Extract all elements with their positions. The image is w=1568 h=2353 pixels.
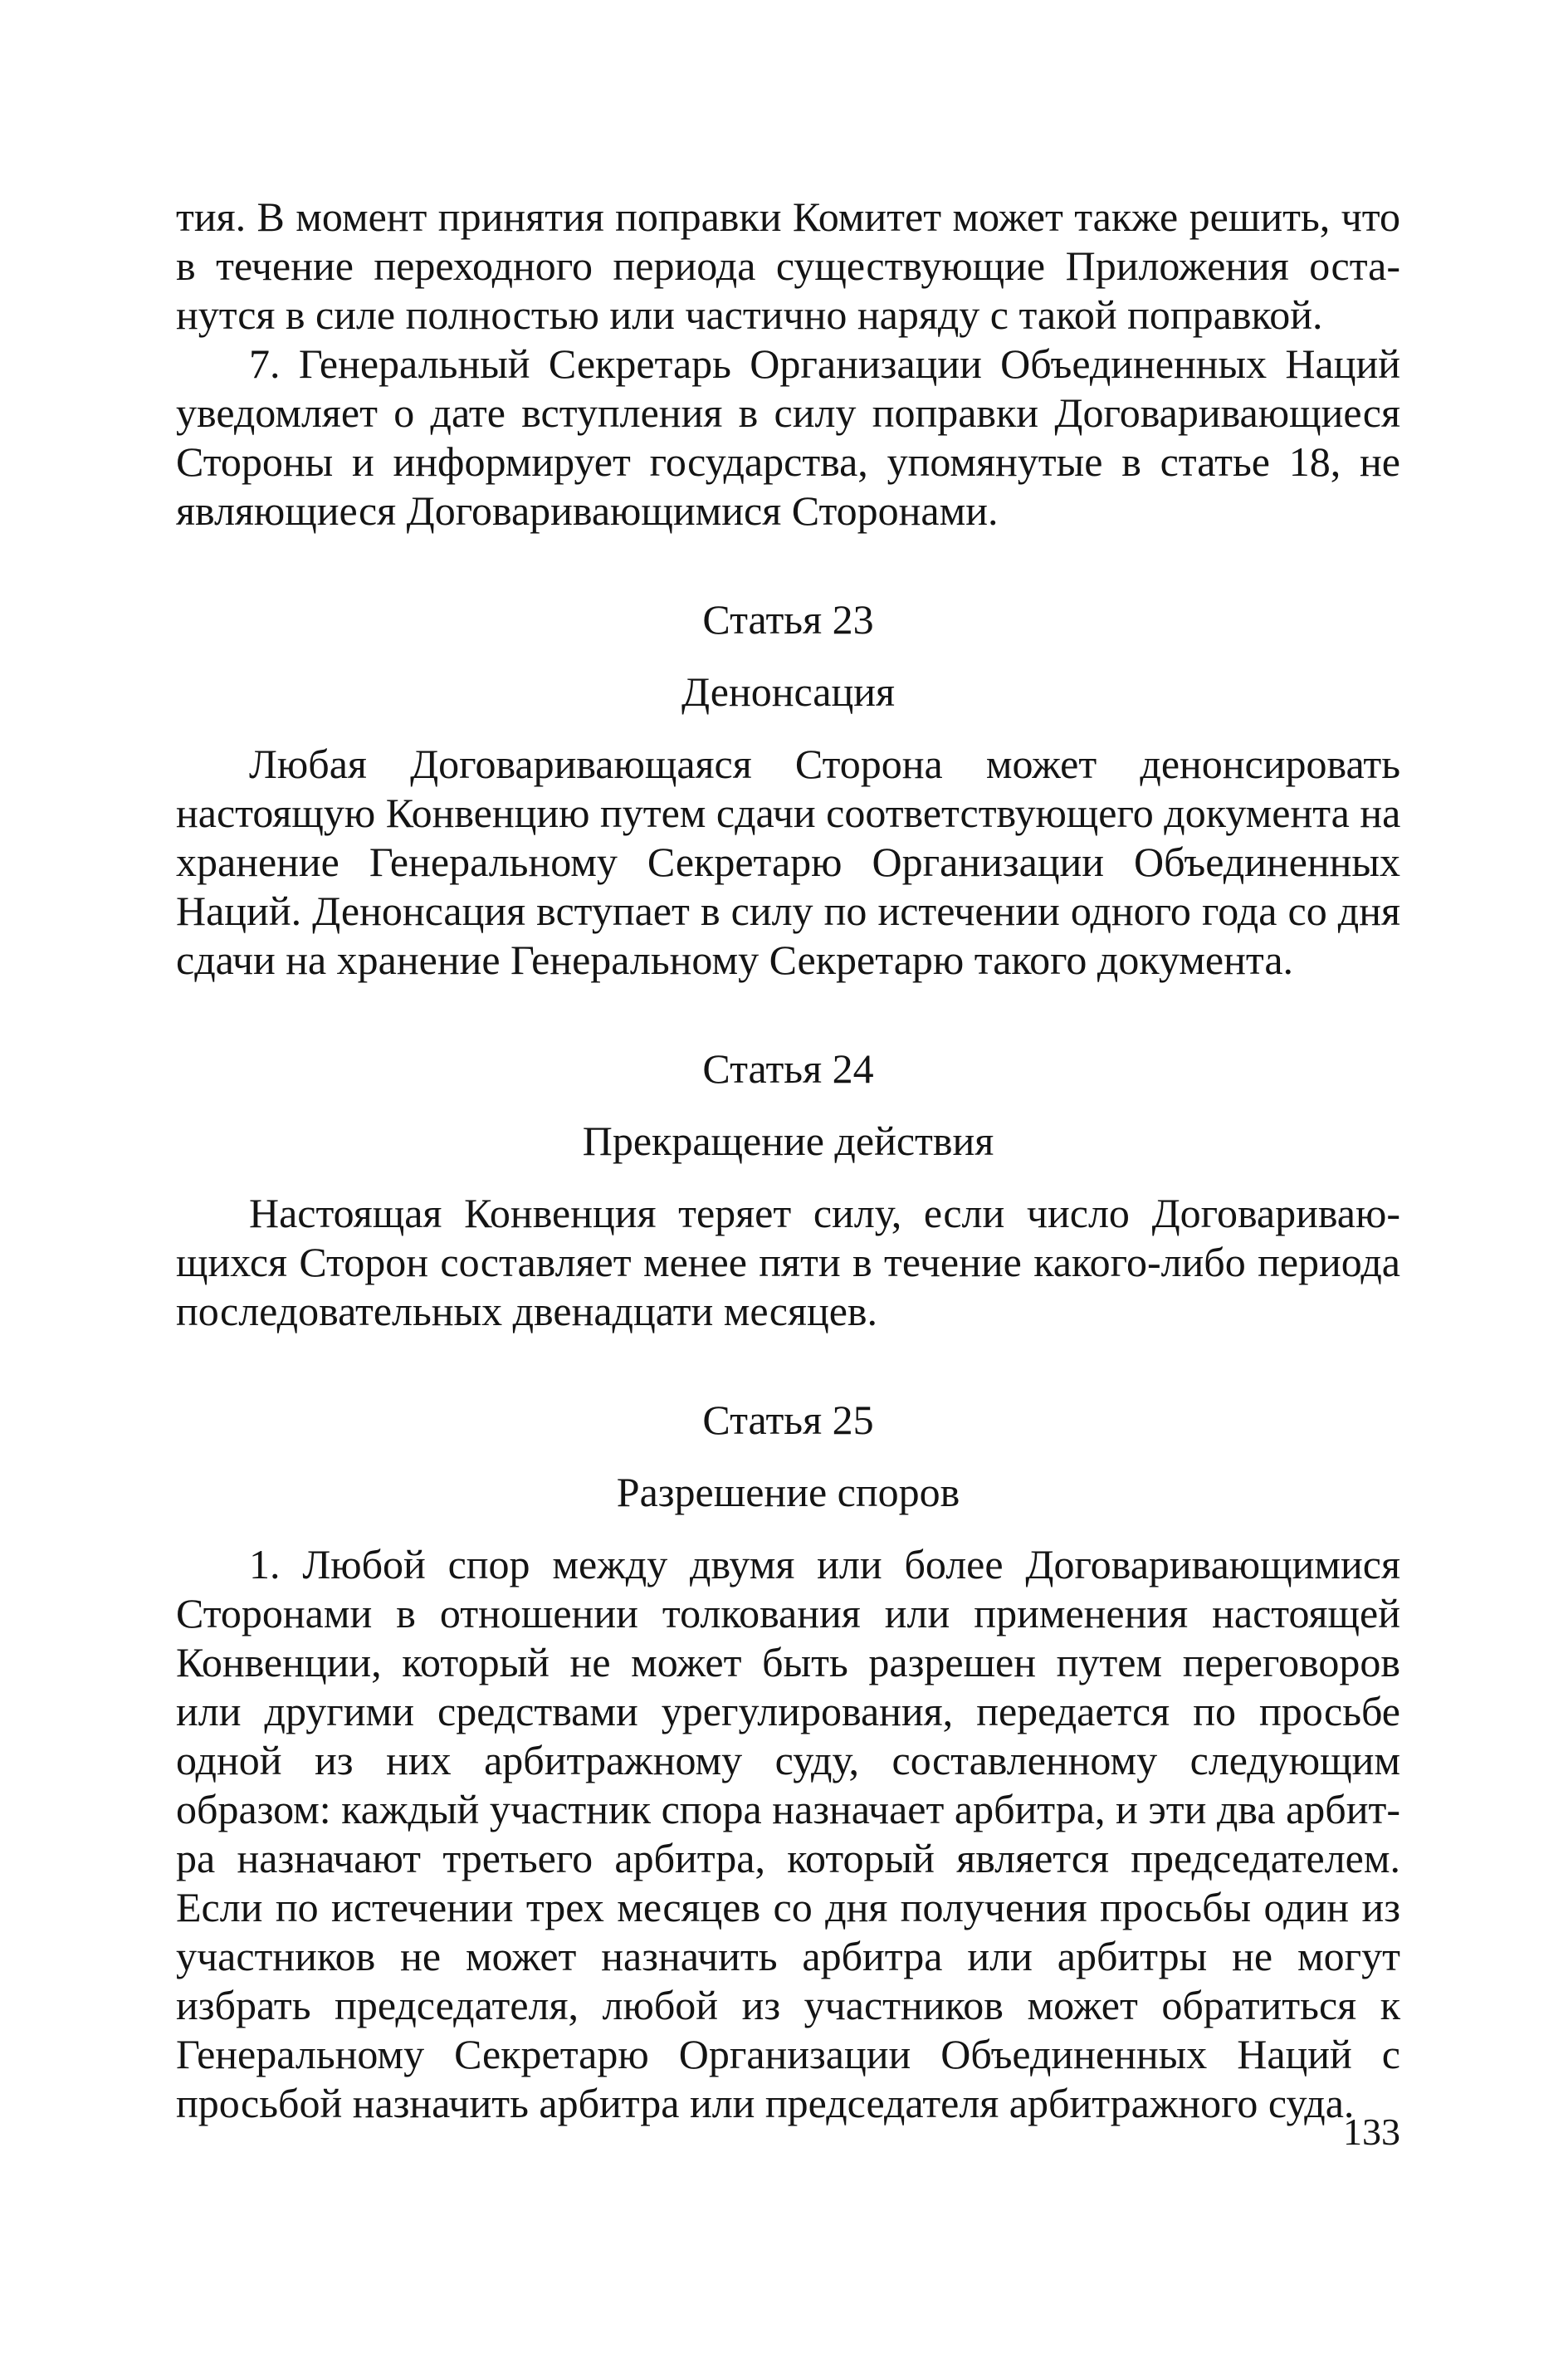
article-23-title: Денонсация	[681, 668, 895, 715]
text-line: сдачи на хранение Генеральному Секретарю такого документа.	[176, 937, 1294, 983]
article-24-body	[176, 1189, 1400, 1336]
text-line: 1. Любой спор между двумя или более Договаривающимися	[249, 1541, 1400, 1587]
text-line: тия. В момент принятия поправки Комитет может также решить, что	[176, 193, 1400, 240]
article-23-body	[176, 740, 1400, 985]
text-line: Наций. Денонсация вступает в силу по истечении одного года со дня	[176, 888, 1400, 934]
text-line: образом: каждый участник спора назначает арбитра, и эти два арбит-	[176, 1786, 1400, 1832]
text-line: Генеральному Секретарю Организации Объединенных Наций с	[176, 2031, 1400, 2077]
text-line: нутся в силе полностью или частично наряду с такой поправкой.	[176, 291, 1323, 338]
text-line: или другими средствами урегулирования, передается по просьбе	[176, 1688, 1400, 1734]
text-line: уведомляет о дате вступления в силу поправки Договаривающиеся	[176, 389, 1400, 436]
article-24-title: Прекращение действия	[582, 1118, 994, 1164]
article-25-number: Статья 25	[702, 1397, 874, 1443]
page-number: 133	[1343, 2111, 1400, 2153]
intro-paragraph	[176, 193, 1400, 340]
text-line: ра назначают третьего арбитра, который является председателем.	[176, 1835, 1400, 1881]
text-line: Конвенции, который не может быть разрешен путем переговоров	[176, 1639, 1400, 1685]
article-24-number: Статья 24	[702, 1045, 874, 1092]
document-page	[176, 193, 1400, 2128]
text-line: Сторонами в отношении толкования или применения настоящей	[176, 1590, 1400, 1636]
text-line: хранение Генеральному Секретарю Организации Объединенных	[176, 839, 1400, 885]
text-line: Любая Договаривающаяся Сторона может денонсировать	[249, 741, 1400, 787]
text-line: просьбой назначить арбитра или председателя арбитражного суда.	[176, 2080, 1355, 2126]
article-25-body	[176, 1540, 1400, 2128]
text-line: избрать председателя, любой из участников может обратиться к	[176, 1982, 1400, 2028]
article-25-title: Разрешение споров	[616, 1469, 960, 1515]
text-line: одной из них арбитражному суду, составленному следующим	[176, 1737, 1400, 1783]
paragraph-7	[176, 340, 1400, 536]
text-line: Если по истечении трех месяцев со дня получения просьбы один из	[176, 1884, 1400, 1930]
text-line: Настоящая Конвенция теряет силу, если число Договариваю-	[249, 1190, 1400, 1236]
text-line: в течение переходного периода существующие Приложения оста-	[176, 242, 1400, 289]
text-line: щихся Сторон составляет менее пяти в течение какого-либо периода	[176, 1239, 1400, 1285]
text-line: Стороны и информирует государства, упомянутые в статье 18, не	[176, 438, 1400, 485]
text-line: являющиеся Договаривающимися Сторонами.	[176, 487, 999, 534]
text-line: 7. Генеральный Секретарь Организации Объединенных Наций	[249, 340, 1400, 387]
article-23-number: Статья 23	[702, 596, 874, 643]
text-line: последовательных двенадцати месяцев.	[176, 1288, 878, 1334]
text-line: настоящую Конвенцию путем сдачи соответствующего документа на	[176, 790, 1401, 836]
text-line: участников не может назначить арбитра или арбитры не могут	[176, 1933, 1400, 1979]
